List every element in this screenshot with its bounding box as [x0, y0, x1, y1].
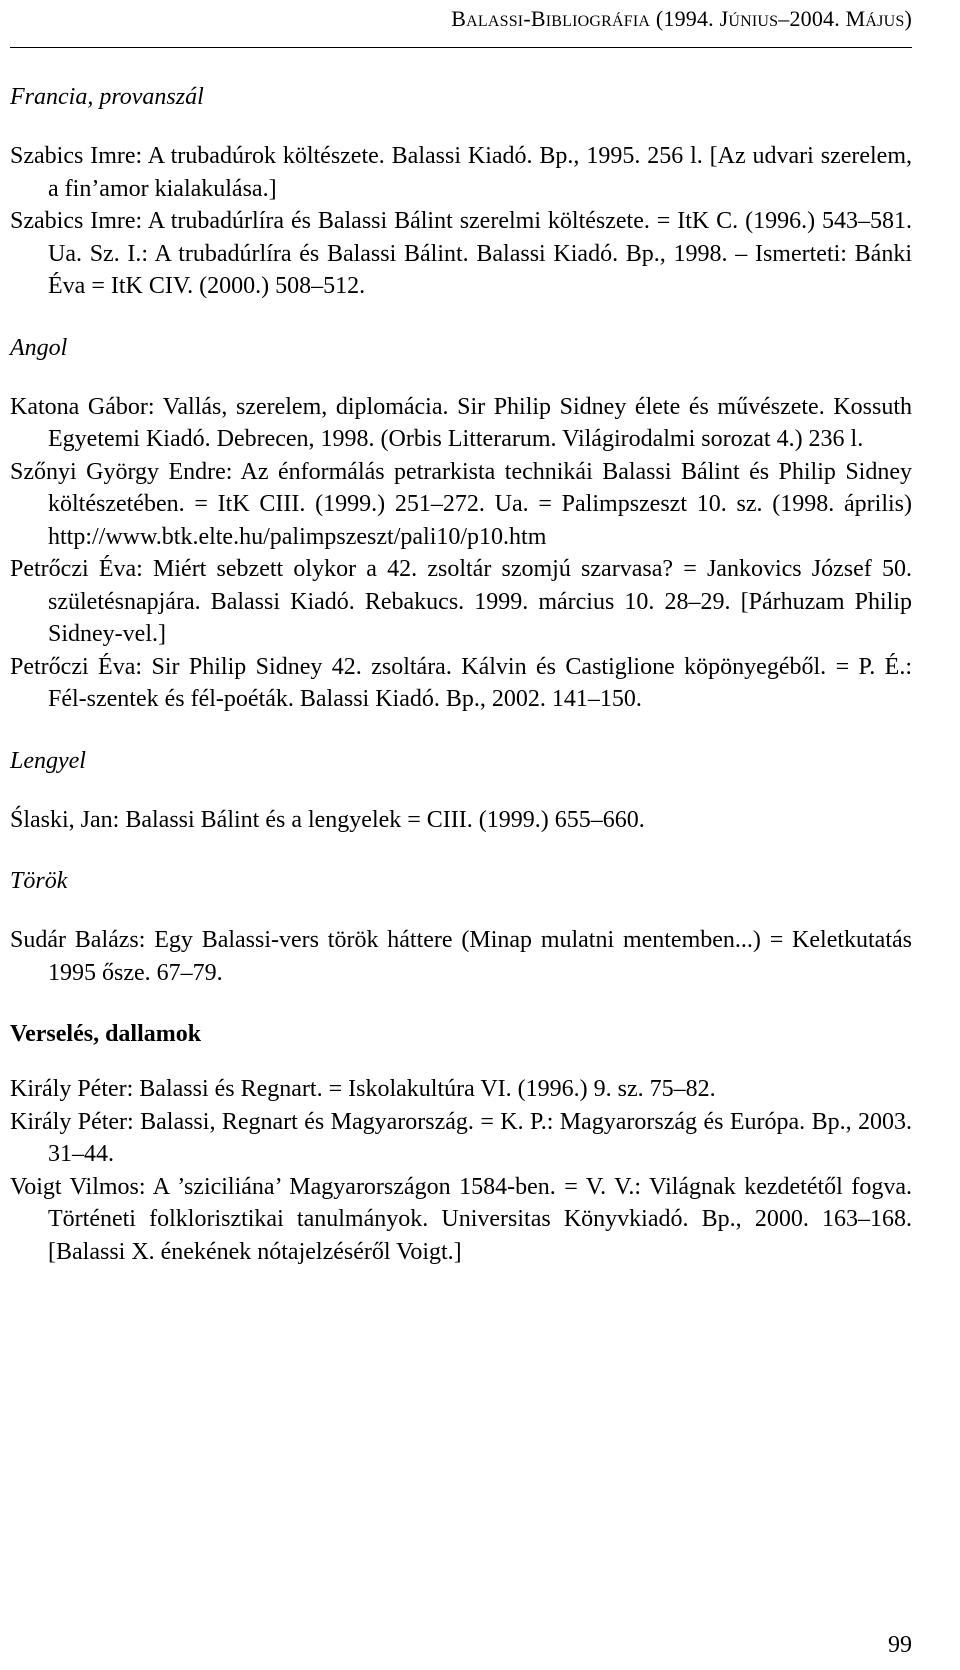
section-heading: Török — [10, 868, 68, 894]
running-header-text: -B — [523, 6, 546, 31]
section-gap — [10, 989, 912, 1019]
section-verseles-dallamok — [10, 1019, 912, 1268]
bibliography-entry: Szabics Imre: A trubadúrok költészete. Balassi Kiadó. Bp., 1995. 256 l. [Az udvari szerelem, a fin’amor kialakulása.] — [10, 143, 912, 202]
bibliography-entry: Ślaski, Jan: Balassi Bálint és a lengyelek = CIII. (1999.) 655–660. — [10, 806, 645, 833]
section-heading: Angol — [10, 334, 68, 361]
bibliography-entry: Király Péter: Balassi és Regnart. = Iskolakultúra VI. (1996.) 9. sz. 75–82. — [10, 1076, 716, 1102]
running-header-text: IBLIOGRÁFIA — [545, 13, 651, 30]
page-number: 99 — [888, 1632, 912, 1658]
section-gap — [10, 303, 912, 333]
header-rule — [10, 47, 912, 48]
running-header-text: ÁJUS — [865, 13, 905, 30]
running-header-text: (1994. J — [650, 6, 729, 31]
section-heading: Verselés, dallamok — [10, 1021, 202, 1047]
bibliography-entry: Szőnyi György Endre: Az énformálás petrarkista technikái Balassi Bálint és Philip Sidney költészetében. = ItK CIII. (1999.) 251–272. Ua. = Palimpszeszt 10. sz. (1998. április) http://www.btk.elte.hu/palimpszeszt/pali10/p10.htm — [10, 458, 912, 550]
bibliography-entry: Petrőczi Éva: Sir Philip Sidney 42. zsoltára. Kálvin és Castiglione köpönyegéből. = P. É.: Fél-szentek és fél-poéták. Balassi Kiadó. Bp., 2002. 141–150. — [10, 653, 912, 712]
section-lengyel — [10, 746, 912, 837]
bibliography-entry: Sudár Balázs: Egy Balassi-vers török háttere (Minap mulatni mentemben...) = Keletkutatás 1995 ősze. 67–79. — [10, 927, 912, 986]
running-header-text: ÚNIUS — [728, 13, 779, 30]
bibliography-entry: Voigt Vilmos: A ’sziciliána’ Magyarországon 1584-ben. = V. V.: Világnak kezdetétől fogva. Történeti folklorisztikai tanulmányok. Universitas Könyvkiadó. Bp., 2000. 163–168. [Balassi X. énekének nótajelzéséről Voigt.] — [10, 1173, 912, 1265]
section-gap — [10, 716, 912, 746]
running-header-text: B — [451, 6, 467, 31]
section-heading: Francia, provanszál — [10, 84, 204, 110]
section-gap — [10, 836, 912, 866]
section-heading: Lengyel — [10, 747, 86, 774]
section-torok — [10, 866, 912, 989]
bibliography-entry: Szabics Imre: A trubadúrlíra és Balassi Bálint szerelmi költészete. = ItK C. (1996.) 543–581. Ua. Sz. I.: A trubadúrlíra és Balassi Bálint. Balassi Kiadó. Bp., 1998. – Ismerteti: Bánki Éva = ItK CIV. (2000.) 508–512. — [10, 208, 912, 299]
running-header-text: –2004. M — [778, 6, 866, 31]
bibliography-content — [10, 82, 912, 1268]
running-header — [451, 6, 912, 32]
bibliography-entry: Katona Gábor: Vallás, szerelem, diplomácia. Sir Philip Sidney élete és művészete. Kossuth Egyetemi Kiadó. Debrecen, 1998. (Orbis Litterarum. Világirodalmi sorozat 4.) 236 l. — [10, 393, 912, 452]
section-angol — [10, 333, 912, 716]
section-francia-provanszal — [10, 82, 912, 303]
bibliography-entry: Petrőczi Éva: Miért sebzett olykor a 42. zsoltár szomjú szarvasa? = Jankovics József 50. születésnapjára. Balassi Kiadó. Rebakucs. 1999. március 10. 28–29. [Párhuzam Philip Sidney-vel.] — [10, 556, 912, 647]
bibliography-entry: Király Péter: Balassi, Regnart és Magyarország. = K. P.: Magyarország és Európa. Bp., 2003. 31–44. — [10, 1108, 912, 1167]
running-header-text: ) — [904, 6, 912, 31]
running-header-text: ALASSI — [466, 13, 524, 30]
